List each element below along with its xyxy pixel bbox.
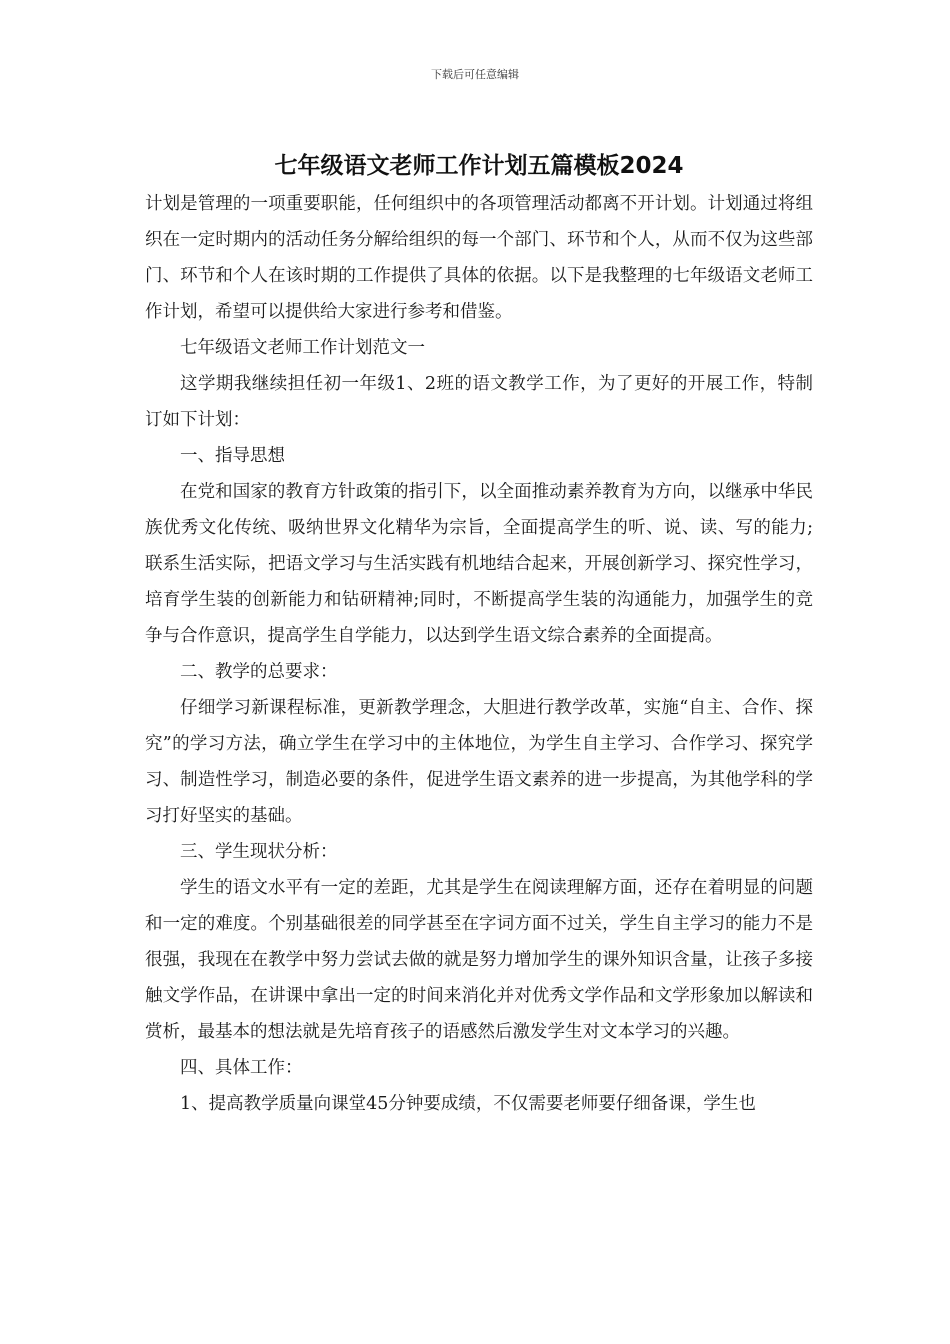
section-heading-specific-work: 四、具体工作： [180, 1058, 303, 1078]
body-paragraph: 学生的语文水平有一定的差距，尤其是学生在阅读理解方面，还存在着明显的问题和一定的难度。个别基础很差的同学甚至在字词方面不过关，学生自主学习的能力不是很强，我现在在教学中努力尝试去做的就是努力增加学生的课外知识含量，让孩子多接触文学作品，在讲课中拿出一定的时间来消化并对优秀文学作品和文学形象加以解读和赏析，最基本的想法就是先培育孩子的语感然后激发学生对文本学习的兴趣。 [145, 878, 813, 1042]
body-paragraph: 这学期我继续担任初一年级1、2班的语文教学工作，为了更好的开展工作，特制订如下计划： [145, 374, 813, 430]
section-heading-sample-one: 七年级语文老师工作计划范文一 [180, 338, 425, 358]
body-paragraph: 1、提高教学质量向课堂45分钟要成绩，不仅需要老师要仔细备课，学生也 [180, 1094, 756, 1114]
section-heading-guiding-thought: 一、指导思想 [180, 446, 285, 466]
body-paragraph: 仔细学习新课程标准，更新教学理念，大胆进行教学改革，实施“自主、合作、探究”的学习方法，确立学生在学习中的主体地位，为学生自主学习、合作学习、探究学习、制造性学习，制造必要的条件，促进学生语文素养的进一步提高，为其他学科的学习打好坚实的基础。 [145, 698, 813, 826]
section-heading-student-analysis: 三、学生现状分析： [180, 842, 338, 862]
body-paragraph: 在党和国家的教育方针政策的指引下，以全面推动素养教育为方向，以继承中华民族优秀文化传统、吸纳世界文化精华为宗旨，全面提高学生的听、说、读、写的能力;联系生活实际，把语文学习与生活实践有机地结合起来，开展创新学习、探究性学习，培育学生装的创新能力和钻研精神;同时，不断提高学生装的沟通能力，加强学生的竞争与合作意识，提高学生自学能力，以达到学生语文综合素养的全面提高。 [145, 482, 813, 646]
intro-paragraph: 计划是管理的一项重要职能，任何组织中的各项管理活动都离不开计划。计划通过将组织在一定时期内的活动任务分解给组织的每一个部门、环节和个人，从而不仅为这些部门、环节和个人在该时期的工作提供了具体的依据。以下是我整理的七年级语文老师工作计划，希望可以提供给大家进行参考和借鉴。 [145, 194, 813, 322]
page-header-note: 下载后可任意编辑 [431, 68, 519, 81]
document-body [145, 148, 813, 1122]
section-heading-requirements: 二、教学的总要求： [180, 662, 338, 682]
document-title: 七年级语文老师工作计划五篇模板2024 [274, 153, 684, 179]
